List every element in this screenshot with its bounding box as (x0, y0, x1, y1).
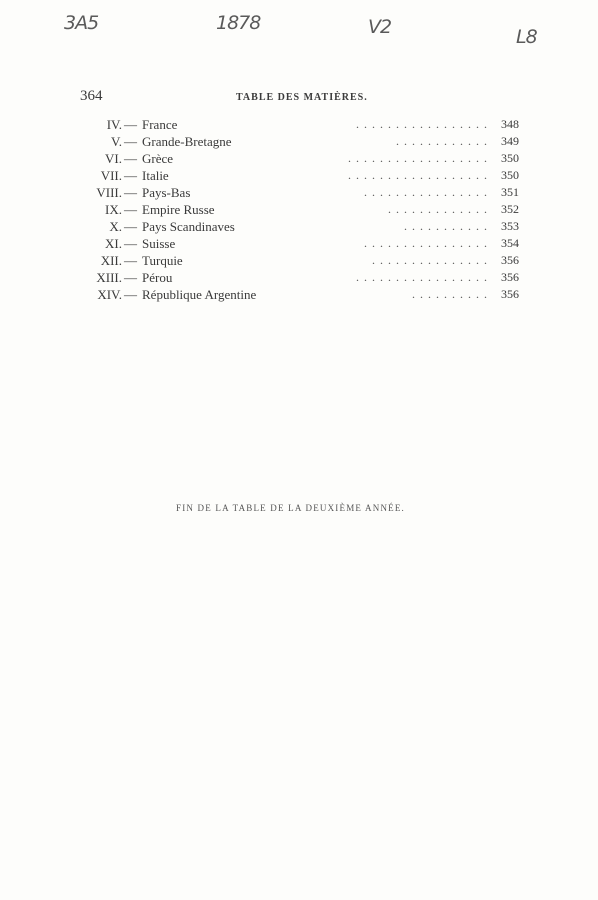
dot-leader: ........... (404, 219, 492, 233)
toc-row (0, 219, 598, 236)
end-note: FIN DE LA TABLE DE LA DEUXIÈME ANNÉE. (176, 503, 405, 513)
toc-page: 353 (501, 219, 519, 233)
toc-title: France (142, 117, 178, 132)
toc-title: Grèce (142, 151, 174, 166)
toc-title: Empire Russe (142, 202, 215, 217)
toc-row (0, 202, 598, 219)
toc-number: V. (111, 134, 122, 149)
toc-number: IV. (106, 117, 122, 132)
dot-leader: ............ (396, 134, 492, 148)
toc-number: XIII. (96, 270, 122, 285)
toc-title: Turquie (142, 253, 183, 268)
dot-leader: ................. (356, 270, 492, 284)
toc-number: XII. (100, 253, 122, 268)
toc-separator: — (124, 185, 137, 200)
dot-leader: ................ (364, 236, 492, 250)
toc-separator: — (124, 236, 137, 251)
toc-page: 354 (501, 236, 519, 250)
toc-separator: — (124, 151, 137, 166)
toc-separator: — (124, 134, 137, 149)
toc-row (0, 270, 598, 287)
toc-page: 349 (501, 134, 519, 148)
toc-page: 356 (501, 253, 519, 267)
toc-page: 356 (501, 270, 519, 284)
dot-leader: ................ (364, 185, 492, 199)
toc-title: Pérou (142, 270, 173, 285)
toc-row (0, 236, 598, 253)
toc-page: 350 (501, 168, 519, 182)
toc-separator: — (124, 253, 137, 268)
toc-page: 356 (501, 287, 519, 301)
toc-row (0, 117, 598, 134)
toc-number: IX. (105, 202, 122, 217)
toc-row (0, 151, 598, 168)
toc-number: XIV. (97, 287, 122, 302)
toc-separator: — (124, 117, 137, 132)
toc-separator: — (124, 270, 137, 285)
toc-number: X. (109, 219, 122, 234)
toc-title: République Argentine (142, 287, 257, 302)
toc-page: 348 (501, 117, 519, 131)
toc-number: XI. (105, 236, 122, 251)
toc-separator: — (124, 219, 137, 234)
table-of-contents (0, 117, 598, 304)
dot-leader: ............... (372, 253, 492, 267)
toc-title: Grande-Bretagne (142, 134, 232, 149)
toc-title: Italie (142, 168, 169, 183)
toc-number: VII. (100, 168, 122, 183)
toc-separator: — (124, 168, 137, 183)
toc-separator: — (124, 287, 137, 302)
toc-row (0, 287, 598, 304)
toc-title: Pays Scandinaves (142, 219, 235, 234)
toc-separator: — (124, 202, 137, 217)
toc-row (0, 185, 598, 202)
running-head: TABLE DES MATIÈRES. (236, 92, 368, 103)
toc-page: 352 (501, 202, 519, 216)
dot-leader: .................. (348, 168, 492, 182)
page-number: 364 (80, 88, 103, 104)
dot-leader: .......... (412, 287, 492, 301)
dot-leader: .................. (348, 151, 492, 165)
handwritten-note-c: V2 (368, 16, 392, 38)
handwritten-note-d: L8 (516, 26, 537, 48)
toc-number: VI. (105, 151, 122, 166)
toc-row (0, 253, 598, 270)
toc-row (0, 168, 598, 185)
toc-title: Pays-Bas (142, 185, 191, 200)
handwritten-note-a: 3A5 (64, 12, 99, 34)
handwritten-note-b: 1878 (216, 12, 261, 34)
dot-leader: ............. (388, 202, 492, 216)
toc-page: 350 (501, 151, 519, 165)
toc-page: 351 (501, 185, 519, 199)
dot-leader: ................. (356, 117, 492, 131)
toc-row (0, 134, 598, 151)
toc-title: Suisse (142, 236, 176, 251)
toc-number: VIII. (96, 185, 122, 200)
